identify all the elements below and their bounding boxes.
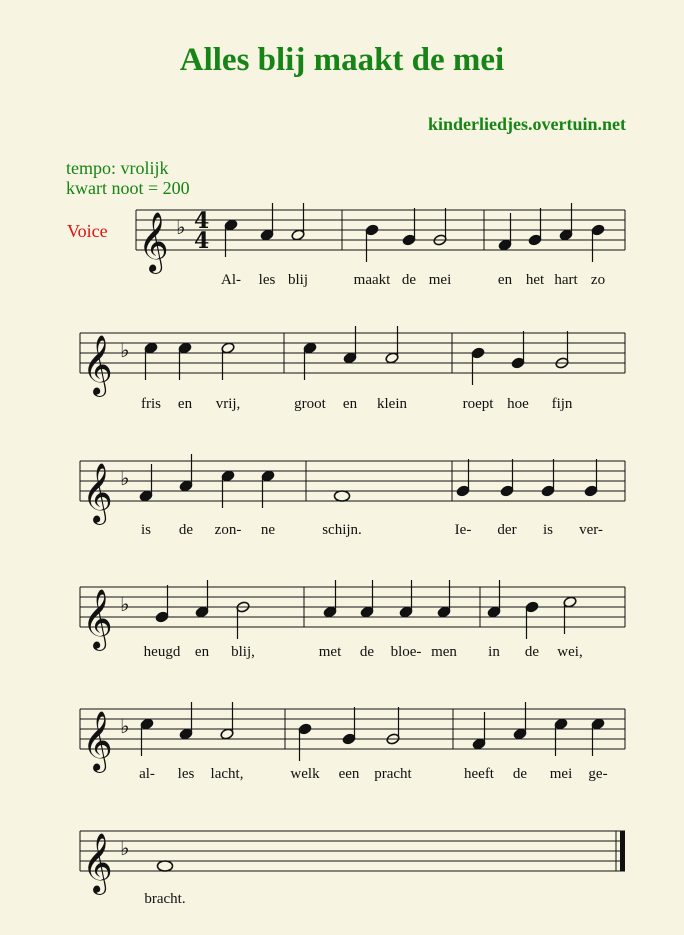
lyric-syllable: bracht. [144,891,186,907]
lyric-syllable: ver- [579,522,603,538]
note [224,219,238,257]
note [335,491,350,501]
note [511,331,525,369]
lyric-syllable: les [258,272,276,288]
note [343,326,357,364]
lyric-syllable: blij [287,272,309,288]
notehead [158,861,173,871]
lyric-syllable: al- [139,766,155,782]
lyric-syllable: is [140,522,152,538]
lyric-syllable: Al- [221,272,241,288]
note [500,459,514,497]
treble-clef-icon: 𝄞 [82,335,113,395]
note [563,596,577,634]
note [513,702,527,740]
flat-key-signature-icon: ♭ [120,338,130,362]
note [385,326,399,364]
note [559,203,573,241]
flat-key-signature-icon: ♭ [120,714,130,738]
time-signature-bottom: 4 [194,228,210,254]
lyric-syllable: de [178,522,194,538]
staff-system-2 [80,326,625,412]
staff-system-4 [80,580,625,660]
note [261,470,275,508]
treble-clef-icon: 𝄞 [82,833,113,893]
lyric-syllable: maakt [353,272,391,288]
lyric-syllable: is [542,522,554,538]
note [498,213,512,251]
note [298,723,312,761]
lyric-syllable: ne [260,522,276,538]
lyric-syllable: en [497,272,513,288]
lyric-syllable: fris [141,396,161,412]
lyric-syllable: groot [294,396,326,412]
staff-system-1 [136,203,625,288]
lyric-syllable: een [338,766,360,782]
treble-clef-icon: 𝄞 [82,589,113,649]
note [591,224,605,262]
lyric-syllable: pracht [374,766,412,782]
lyric-syllable: klein [377,396,407,412]
time-signature-top: 4 [194,208,210,234]
note [437,580,451,618]
lyric-syllable: en [177,396,193,412]
lyric-syllable: met [318,644,342,660]
lyric-syllable: schijn. [322,522,362,538]
flat-key-signature-icon: ♭ [120,836,130,860]
note [472,712,486,750]
staff-system-5 [80,702,625,782]
note [554,718,568,756]
note [402,208,416,246]
lyric-syllable: les [177,766,195,782]
flat-key-signature-icon: ♭ [120,466,130,490]
note [179,454,193,492]
lyric-syllable: vrij, [215,396,241,412]
tempo-marking: tempo: vrolijk [66,158,169,178]
lyric-syllable: heeft [464,766,494,782]
lyric-syllable: zo [590,272,606,288]
note [140,718,154,756]
lyric-syllable: roept [462,396,494,412]
voice-label: Voice [67,221,108,241]
treble-clef-icon: 𝄞 [82,463,113,523]
note [221,342,235,380]
note [591,718,605,756]
lyric-syllable: heugd [143,644,181,660]
final-barline-thick [620,831,625,871]
note [195,580,209,618]
note [487,580,501,618]
lyric-syllable: blij, [231,644,255,660]
lyric-syllable: mei [549,766,573,782]
note [291,203,305,241]
lyric-syllable: lacht, [210,766,244,782]
note [323,580,337,618]
note [584,459,598,497]
metronome-marking: kwart noot = 200 [66,178,190,198]
note [342,707,356,745]
note [525,601,539,639]
lyric-syllable: men [431,644,457,660]
note [456,459,470,497]
note [360,580,374,618]
song-title: Alles blij maakt de mei [179,42,505,78]
website-credit: kinderliedjes.overtuin.net [428,114,626,134]
flat-key-signature-icon: ♭ [120,592,130,616]
note [541,459,555,497]
lyric-syllable: de [524,644,540,660]
note [155,585,169,623]
staff-system-3 [80,454,625,538]
note [399,580,413,618]
notehead [335,491,350,501]
lyric-syllable: fijn [551,396,573,412]
lyric-syllable: bloe- [390,644,422,660]
note [221,470,235,508]
staff-system-6 [80,831,625,907]
note [365,224,379,262]
lyric-syllable: welk [290,766,320,782]
note [139,464,153,502]
lyric-syllable: hart [554,272,578,288]
note [178,342,192,380]
lyric-syllable: de [512,766,528,782]
treble-clef-icon: 𝄞 [138,212,169,272]
note [179,702,193,740]
flat-key-signature-icon: ♭ [176,215,186,239]
lyric-syllable: ge- [588,766,608,782]
lyric-syllable: in [488,644,500,660]
treble-clef-icon: 𝄞 [82,711,113,771]
note [260,203,274,241]
note [220,702,234,740]
lyric-syllable: zon- [214,522,242,538]
lyric-syllable: mei [428,272,452,288]
note [528,208,542,246]
lyric-syllable: wei, [557,644,583,660]
lyric-syllable: de [401,272,417,288]
lyric-syllable: hoe [507,396,529,412]
lyric-syllable: de [359,644,375,660]
lyric-syllable: der [497,522,517,538]
note [471,347,485,385]
lyric-syllable: en [342,396,358,412]
lyric-syllable: en [194,644,210,660]
note [144,342,158,380]
note [303,342,317,380]
lyric-syllable: Ie- [454,522,472,538]
note [158,861,173,871]
lyric-syllable: het [525,272,545,288]
